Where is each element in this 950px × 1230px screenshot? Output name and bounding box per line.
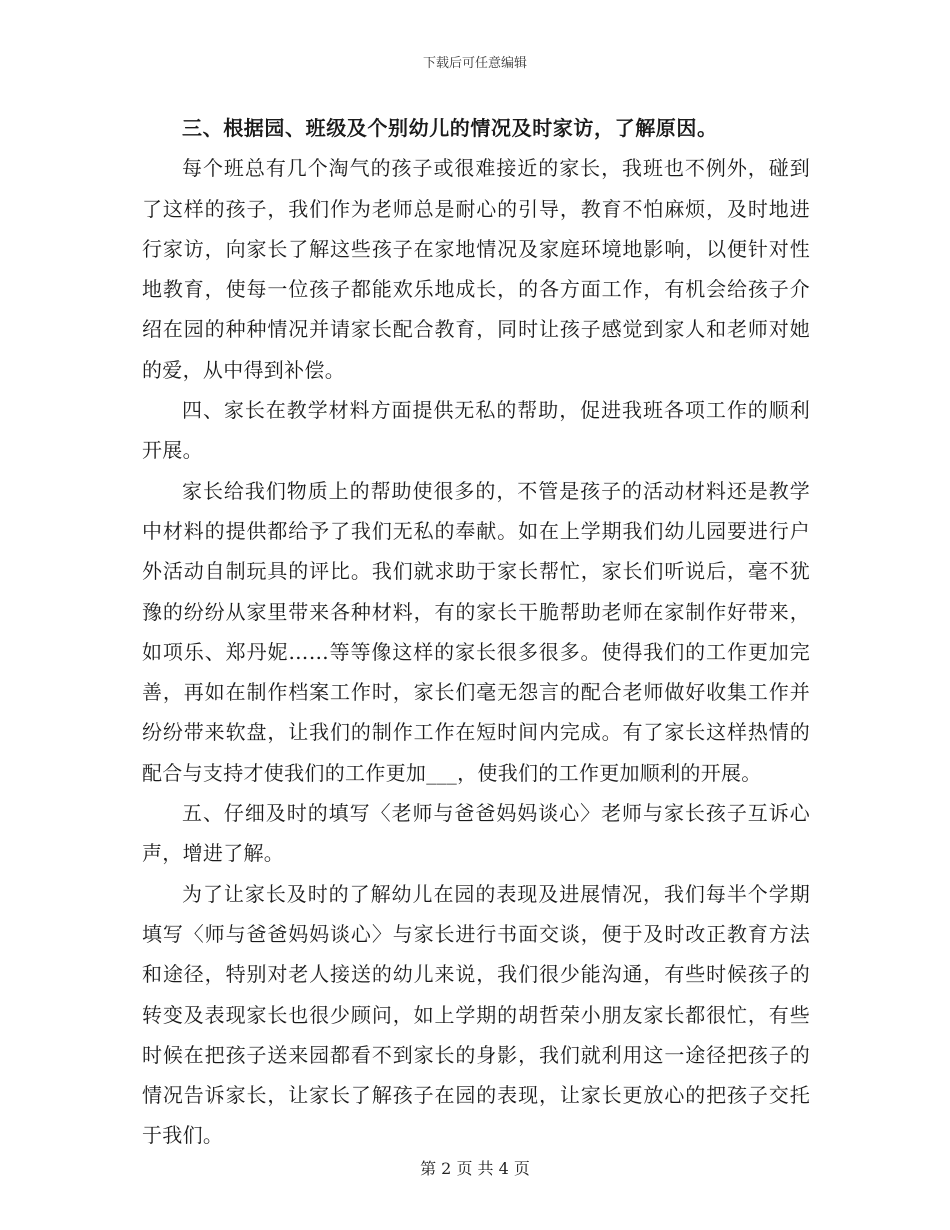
document-body <box>142 108 810 1156</box>
section-heading-5: 五、仔细及时的填写〈老师与爸爸妈妈谈心〉老师与家长孩子互诉心声，增进了解。 <box>142 801 810 866</box>
section-heading-4: 四、家长在教学材料方面提供无私的帮助，促进我班各项工作的顺利开展。 <box>142 398 810 463</box>
page-number: 第 2 页 共 4 页 <box>420 1159 530 1178</box>
body-paragraph-written-talks: 为了让家长及时的了解幼儿在园的表现及进展情况，我们每半个学期填写〈师与爸爸妈妈谈心〉与家长进行书面交谈，便于及时改正教育方法和途径，特别对老人接送的幼儿来说，我们很少能沟通，有些时候孩子的转变及表现家长也很少顾问，如上学期的胡哲荣小朋友家长都很忙，有些时候在把孩子送来园都看不到家长的身影，我们就利用这一途径把孩子的情况告诉家长，让家长了解孩子在园的表现，让家长更放心的把孩子交托于我们。 <box>142 881 810 1148</box>
body-paragraph-home-visits: 每个班总有几个淘气的孩子或很难接近的家长，我班也不例外，碰到了这样的孩子，我们作为老师总是耐心的引导，教育不怕麻烦，及时地进行家访，向家长了解这些孩子在家地情况及家庭环境地影响，以便针对性地教育，使每一位孩子都能欢乐地成长，的各方面工作，有机会给孩子介绍在园的种种情况并请家长配合教育，同时让孩子感觉到家人和老师对她的爱，从中得到补偿。 <box>142 156 810 382</box>
section-heading-3: 三、根据园、班级及个别幼儿的情况及时家访，了解原因。 <box>182 116 718 140</box>
page-header-note: 下载后可任意编辑 <box>422 56 527 71</box>
body-paragraph-parent-materials: 家长给我们物质上的帮助使很多的，不管是孩子的活动材料还是教学中材料的提供都给予了我们无私的奉献。如在上学期我们幼儿园要进行户外活动自制玩具的评比。我们就求助于家长帮忙，家长们听说后，毫不犹豫的纷纷从家里带来各种材料，有的家长干脆帮助老师在家制作好带来，如项乐、郑丹妮……等等像这样的家长很多很多。使得我们的工作更加完善，再如在制作档案工作时，家长们毫无怨言的配合老师做好收集工作并纷纷带来软盘，让我们的制作工作在短时间内完成。有了家长这样热情的配合与支持才使我们的工作更加___，使我们的工作更加顺利的开展。 <box>142 478 810 785</box>
